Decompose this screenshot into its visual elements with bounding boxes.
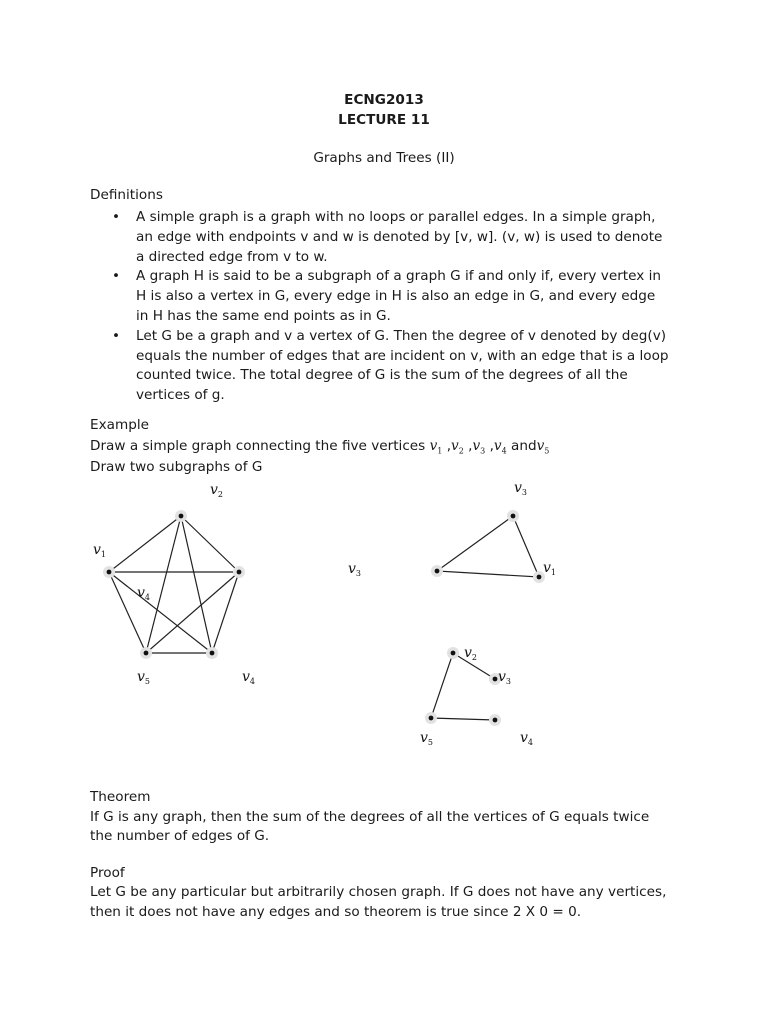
theorem-line: If G is any graph, then the sum of the degrees of all the vertices of G equals twice (90, 809, 650, 825)
page-title: Graphs and Trees (II) (313, 150, 455, 166)
label-v1: $v_1$ (93, 542, 107, 559)
node-v2 (451, 651, 456, 656)
bullet-icon: • (112, 209, 121, 225)
subgraph-1-edges (437, 516, 539, 577)
label-v4: $v_4$ (242, 669, 256, 686)
label-v2: $v_2$ (464, 645, 478, 662)
example-instruction-1: Draw a simple graph connecting the five vertices $v_1$ $,v_2$ $,v_3$ $,v_4$ andv$_5$ (90, 438, 550, 456)
definition-line: an edge with endpoints v and w is denoted by [v, w]. (v, w) is used to denote (136, 228, 663, 245)
definition-line: Let G be a graph and v a vertex of G. Then the degree of v denoted by deg(v) (136, 327, 667, 344)
definition-line: equals the number of edges that are incident on v, with an edge that is a loop (136, 347, 669, 364)
edge-v2-v3 (181, 516, 239, 572)
subgraph-2-edges (431, 653, 495, 720)
node-v3 (493, 677, 498, 682)
theorem-line: the number of edges of G. (90, 828, 270, 844)
node-v5 (144, 651, 149, 656)
definition-line: a directed edge from v to w. (136, 248, 328, 265)
node-v4 (493, 718, 498, 723)
edge-v2-v5 (146, 516, 181, 653)
edge-v1-v2 (109, 516, 181, 572)
node-v5 (429, 716, 434, 721)
node-v1 (107, 570, 112, 575)
definition-line: A simple graph is a graph with no loops or parallel edges. In a simple graph, (136, 209, 656, 225)
definition-line: vertices of g. (136, 387, 225, 404)
label-v3: $v_3$ (514, 480, 528, 497)
example-heading: Example (90, 417, 149, 433)
proof-heading: Proof (90, 865, 125, 881)
definition-line: A graph H is said to be a subgraph of a graph G if and only if, every vertex in (136, 268, 662, 285)
theorem-heading: Theorem (90, 789, 151, 805)
course-code: ECNG2013 (344, 92, 424, 108)
instruction-text: Draw a simple graph connecting the five vertices (90, 438, 426, 454)
node-v3 (237, 570, 242, 575)
bullet-icon: • (112, 268, 121, 285)
label-isolated-v3: $v_3$ (348, 561, 362, 578)
label-v4-inner: $v_4$ (137, 585, 151, 602)
definition-line: H is also a vertex in G, every edge in H is also an edge in G, and every edge (136, 288, 656, 305)
definition-line: in H has the same end points as in G. (136, 307, 391, 324)
proof-line: Let G be any particular but arbitrarily chosen graph. If G does not have any vertices, (90, 884, 667, 900)
vertex-v3: $v_3$ (472, 438, 486, 456)
label-v2: $v_2$ (210, 482, 224, 499)
label-v3: $v_3$ (498, 669, 512, 686)
vertex-v4: $v_4$ (493, 438, 507, 456)
node-v2 (179, 514, 184, 519)
subgraph-2 (420, 645, 533, 747)
instruction-and: and (511, 438, 537, 454)
lecture-number: LECTURE 11 (338, 112, 430, 128)
example-instruction-2: Draw two subgraphs of G (90, 459, 263, 475)
node-right (537, 575, 542, 580)
vertex-v1: $v_1$ (429, 438, 443, 456)
definition-line: counted twice. The total degree of G is the sum of the degrees of all the (136, 367, 628, 384)
vertex-v5: $v_5$ (536, 438, 550, 456)
graph-g-edges (109, 516, 239, 653)
graph-g-labels (93, 482, 255, 686)
subgraph-1 (431, 480, 556, 583)
node-v4 (210, 651, 215, 656)
proof-line: then it does not have any edges and so theorem is true since 2 X 0 = 0. (90, 904, 582, 920)
vertex-v2: $v_2$ (451, 438, 464, 456)
node-left (435, 569, 440, 574)
label-v4: $v_4$ (520, 730, 534, 747)
label-v1: $v_1$ (543, 560, 557, 577)
definitions-heading: Definitions (90, 187, 163, 203)
bullet-icon: • (112, 327, 121, 344)
node-top (511, 514, 516, 519)
label-v5: $v_5$ (420, 730, 434, 747)
label-v5: $v_5$ (137, 669, 151, 686)
